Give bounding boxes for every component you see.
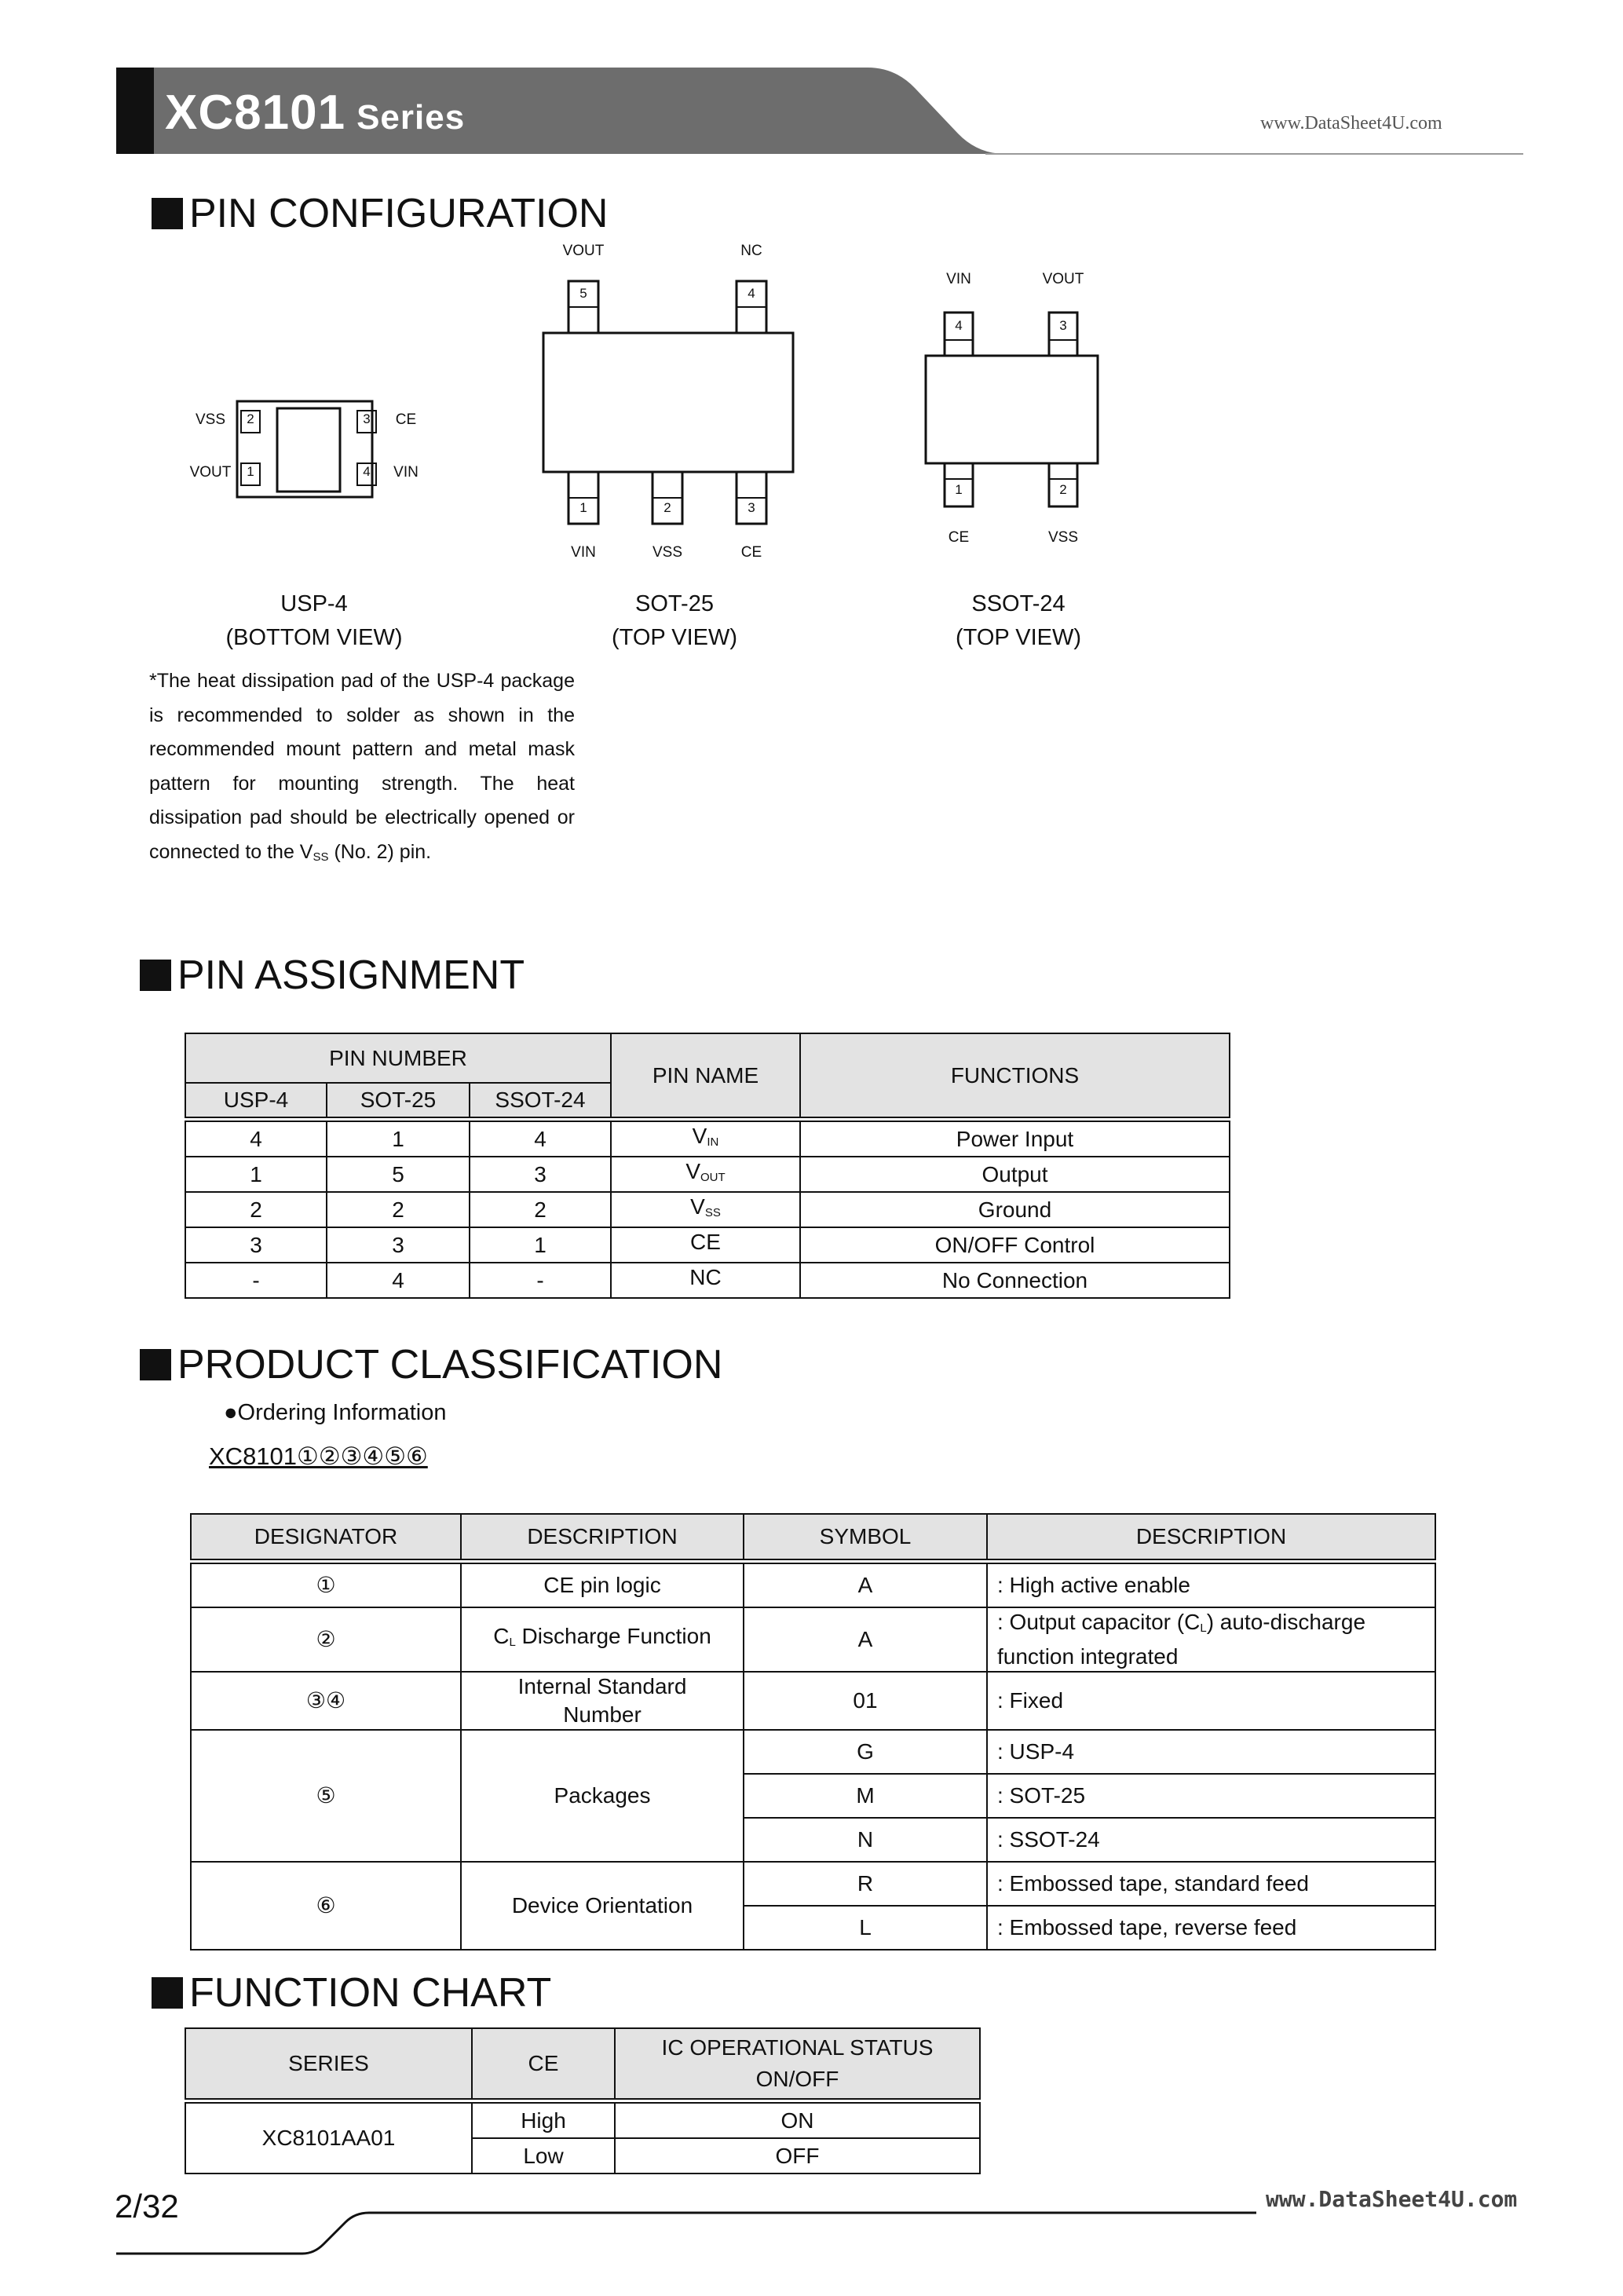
function-chart-table (185, 2027, 981, 2174)
sot25-pin-number: 5 (579, 286, 587, 301)
header-designator: DESIGNATOR (191, 1514, 461, 1559)
sot25-pin-label: VOUT (562, 243, 605, 259)
header-functions: FUNCTIONS (800, 1033, 1230, 1117)
header-operational-status: IC OPERATIONAL STATUS ON/OFF (615, 2028, 980, 2099)
footer-url: www.DataSheet4U.com (1266, 2186, 1518, 2212)
sot25-pin-label: CE (740, 544, 762, 561)
table-row: XC8101AA01 High ON (185, 2103, 980, 2138)
usp4-pin-number: 1 (247, 464, 254, 479)
pin-assignment-table (185, 1033, 1230, 1299)
ssot24-pin-number: 3 (1059, 318, 1067, 333)
sot25-pin-number: 4 (748, 286, 755, 301)
sot25-caption: SOT-25 (TOP VIEW) (611, 591, 738, 650)
sot25-pin-number: 2 (663, 500, 671, 515)
bullet-square-icon (140, 1349, 171, 1380)
section-pin-configuration: PIN CONFIGURATION (152, 190, 608, 237)
ssot24-pin-label: CE (948, 529, 970, 546)
table-row: - 4 - NC No Connection (185, 1263, 1230, 1298)
sot25-package-outline (543, 281, 793, 524)
table-row: ⑥ Device Orientation R : Embossed tape, standard feed (191, 1862, 1435, 1906)
usp4-pin-number: 3 (363, 411, 371, 426)
sot25-pin-label: VIN (571, 544, 596, 561)
table-row: ② $C_L$ Discharge Function A : Output capacitor $(C_L)$ auto-discharge function integrated (191, 1607, 1435, 1672)
table-row: 3 3 1 CE ON/OFF Control (185, 1227, 1230, 1263)
usp4-caption: USP-4 (BOTTOM VIEW) (225, 591, 403, 650)
header-sot25: SOT-25 (327, 1083, 470, 1117)
doc-title: XC8101 Series (165, 86, 466, 140)
header-description: DESCRIPTION (461, 1514, 744, 1559)
header-pin-number: PIN NUMBER (185, 1033, 611, 1083)
sot25-pin-number: 3 (748, 500, 755, 515)
section-pin-assignment: PIN ASSIGNMENT (140, 952, 525, 999)
page-number: 2/32 (115, 2188, 179, 2225)
sot25-pin-label: NC (740, 243, 762, 259)
bullet-square-icon (140, 960, 171, 991)
ordering-information-label: ●Ordering Information (224, 1400, 447, 1425)
header-url: www.DataSheet4U.com (1260, 113, 1442, 133)
table-row: 1 5 3 $V_{OUT}$ Output (185, 1157, 1230, 1192)
table-row: L : Embossed tape, reverse feed (191, 1906, 1435, 1950)
usp4-pin-label: VOUT (189, 464, 232, 481)
usp4-pin-number: 4 (363, 464, 371, 479)
table-row: Low OFF (185, 2138, 980, 2174)
table-row: 4 1 4 $V_{IN}$ Power Input (185, 1121, 1230, 1157)
ssot24-pin-number: 2 (1059, 482, 1067, 497)
sot25-pin-number: 1 (579, 500, 587, 515)
ssot24-pin-label: VIN (946, 271, 971, 287)
ssot24-pin-label: VSS (1047, 529, 1079, 546)
header-description: DESCRIPTION (987, 1514, 1435, 1559)
part-number-template: XC8101①②③④⑤⑥ (209, 1442, 428, 1470)
product-classification-table (190, 1513, 1436, 1951)
doc-series: Series (356, 98, 466, 137)
ssot24-package-outline (926, 313, 1098, 506)
usp4-pin-label: VSS (195, 411, 226, 428)
package-diagrams (0, 0, 1623, 597)
sot25-pin-label: VSS (652, 544, 683, 561)
usp4-pin-label: CE (395, 411, 417, 428)
header-series: SERIES (185, 2028, 472, 2099)
ssot24-pin-number: 4 (955, 318, 963, 333)
header-pin-name: PIN NAME (611, 1033, 800, 1117)
table-row: M : SOT-25 (191, 1774, 1435, 1818)
table-row: ③④ Internal Standard Number 01 : Fixed (191, 1672, 1435, 1730)
section-function-chart: FUNCTION CHART (152, 1969, 551, 2016)
usp4-package-outline (237, 401, 376, 497)
header-ssot24: SSOT-24 (470, 1083, 611, 1117)
ssot24-caption: SSOT-24 (TOP VIEW) (955, 591, 1082, 650)
heat-pad-note: *The heat dissipation pad of the USP-4 package is recommended to solder as shown in the recommended mount pattern and metal mask pattern for mounting strength. The heat dissipation pad should be electrically opened or connected to the $V_{SS}$ (No. 2) pin. (149, 670, 575, 864)
table-row: ① CE pin logic A : High active enable (191, 1563, 1435, 1607)
table-row: N : SSOT-24 (191, 1818, 1435, 1862)
usp4-pin-label: VIN (393, 464, 419, 481)
table-row: 2 2 2 $V_{SS}$ Ground (185, 1192, 1230, 1227)
usp4-pin-number: 2 (247, 411, 254, 426)
ssot24-pin-number: 1 (955, 482, 963, 497)
table-row: ⑤ Packages G : USP-4 (191, 1730, 1435, 1774)
section-product-classification: PRODUCT CLASSIFICATION (140, 1341, 722, 1388)
header-ce: CE (472, 2028, 615, 2099)
ssot24-pin-label: VOUT (1042, 271, 1084, 287)
bullet-square-icon (152, 1977, 183, 2009)
header-symbol: SYMBOL (744, 1514, 987, 1559)
header-usp4: USP-4 (185, 1083, 327, 1117)
